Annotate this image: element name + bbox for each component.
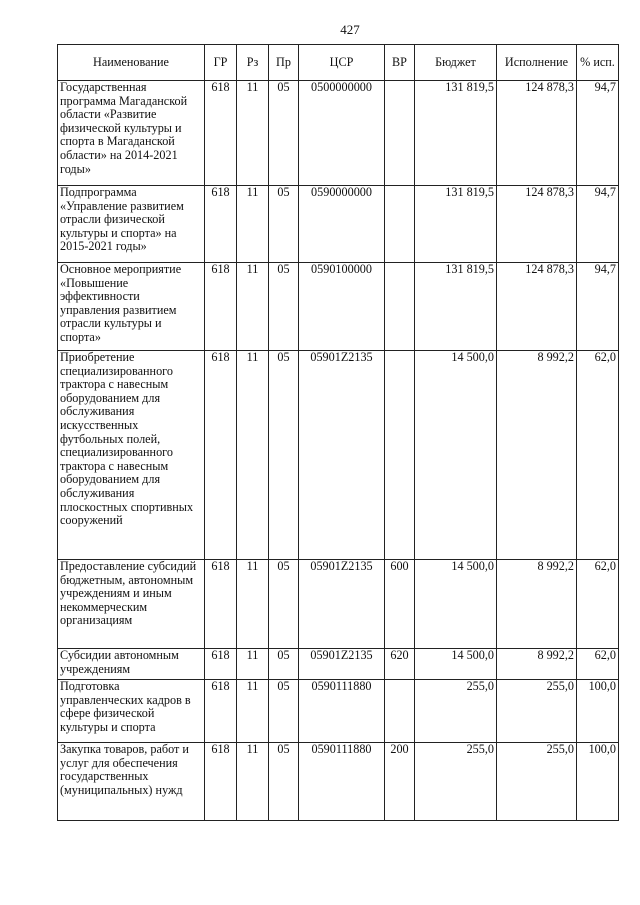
row-csr: 0500000000 [299,81,385,186]
row-pr: 05 [269,649,299,680]
table-row [58,263,619,351]
row-name: Предоставление субсидий бюджетным, автономным учреждениям и иным некоммерческим организациям [58,560,205,649]
header-percent: % исп. [577,45,619,81]
header-vr: ВР [385,45,415,81]
row-pr: 05 [269,743,299,821]
row-csr: 05901Z2135 [299,649,385,680]
row-pr: 05 [269,263,299,351]
row-vr: 620 [385,649,415,680]
row-rz: 11 [237,81,269,186]
row-budget: 131 819,5 [415,263,497,351]
row-rz: 11 [237,263,269,351]
row-name: Государственная программа Магаданской области «Развитие физической культуры и спорта в Магаданской области» на 2014-2021 годы» [58,81,205,186]
row-gr: 618 [205,263,237,351]
header-name: Наименование [58,45,205,81]
row-budget: 14 500,0 [415,351,497,560]
row-execution: 8 992,2 [497,560,577,649]
row-budget: 255,0 [415,680,497,743]
row-budget: 14 500,0 [415,560,497,649]
row-vr [385,680,415,743]
row-rz: 11 [237,351,269,560]
row-execution: 8 992,2 [497,351,577,560]
row-rz: 11 [237,680,269,743]
table-row [58,351,619,560]
table-row [58,680,619,743]
row-gr: 618 [205,649,237,680]
row-budget: 131 819,5 [415,81,497,186]
row-pr: 05 [269,351,299,560]
row-execution: 124 878,3 [497,263,577,351]
row-pr: 05 [269,186,299,263]
row-pr: 05 [269,81,299,186]
row-budget: 255,0 [415,743,497,821]
table-row [58,743,619,821]
row-name: Подпрограмма «Управление развитием отрасли физической культуры и спорта» на 2015-2021 годы» [58,186,205,263]
row-gr: 618 [205,351,237,560]
row-rz: 11 [237,186,269,263]
header-execution: Исполнение [497,45,577,81]
row-name: Подготовка управленческих кадров в сфере физической культуры и спорта [58,680,205,743]
row-csr: 0590100000 [299,263,385,351]
budget-table [57,44,619,821]
row-percent: 94,7 [577,186,619,263]
row-budget: 131 819,5 [415,186,497,263]
row-percent: 100,0 [577,680,619,743]
row-execution: 8 992,2 [497,649,577,680]
row-budget: 14 500,0 [415,649,497,680]
row-gr: 618 [205,81,237,186]
row-rz: 11 [237,560,269,649]
row-percent: 62,0 [577,649,619,680]
row-execution: 255,0 [497,680,577,743]
row-name: Приобретение специализированного трактора с навесным оборудованием для обслуживания искусственных футбольных полей, специализированного трактора с навесным оборудованием для обслуживания плоскостных спортивных сооружений [58,351,205,560]
row-pr: 05 [269,560,299,649]
header-pr: Пр [269,45,299,81]
row-name: Основное мероприятие «Повышение эффективности управления развитием отрасли культуры и спорта» [58,263,205,351]
row-percent: 62,0 [577,560,619,649]
row-rz: 11 [237,743,269,821]
page-number: 427 [340,22,360,37]
table-row [58,186,619,263]
row-csr: 0590000000 [299,186,385,263]
row-name: Закупка товаров, работ и услуг для обеспечения государственных (муниципальных) нужд [58,743,205,821]
table-row [58,560,619,649]
row-name: Субсидии автономным учреждениям [58,649,205,680]
row-vr [385,81,415,186]
row-csr: 0590111880 [299,743,385,821]
row-vr: 600 [385,560,415,649]
row-csr: 05901Z2135 [299,560,385,649]
row-vr: 200 [385,743,415,821]
row-execution: 124 878,3 [497,186,577,263]
header-csr: ЦСР [299,45,385,81]
row-rz: 11 [237,649,269,680]
row-gr: 618 [205,186,237,263]
row-percent: 100,0 [577,743,619,821]
table-row [58,649,619,680]
row-gr: 618 [205,743,237,821]
table-row [58,81,619,186]
header-gr: ГР [205,45,237,81]
row-percent: 94,7 [577,81,619,186]
row-gr: 618 [205,680,237,743]
row-csr: 05901Z2135 [299,351,385,560]
row-vr [385,186,415,263]
row-percent: 94,7 [577,263,619,351]
row-csr: 0590111880 [299,680,385,743]
row-vr [385,351,415,560]
table-header-row [58,45,619,81]
row-percent: 62,0 [577,351,619,560]
row-gr: 618 [205,560,237,649]
header-rz: Рз [237,45,269,81]
row-execution: 255,0 [497,743,577,821]
row-execution: 124 878,3 [497,81,577,186]
row-vr [385,263,415,351]
row-pr: 05 [269,680,299,743]
header-budget: Бюджет [415,45,497,81]
